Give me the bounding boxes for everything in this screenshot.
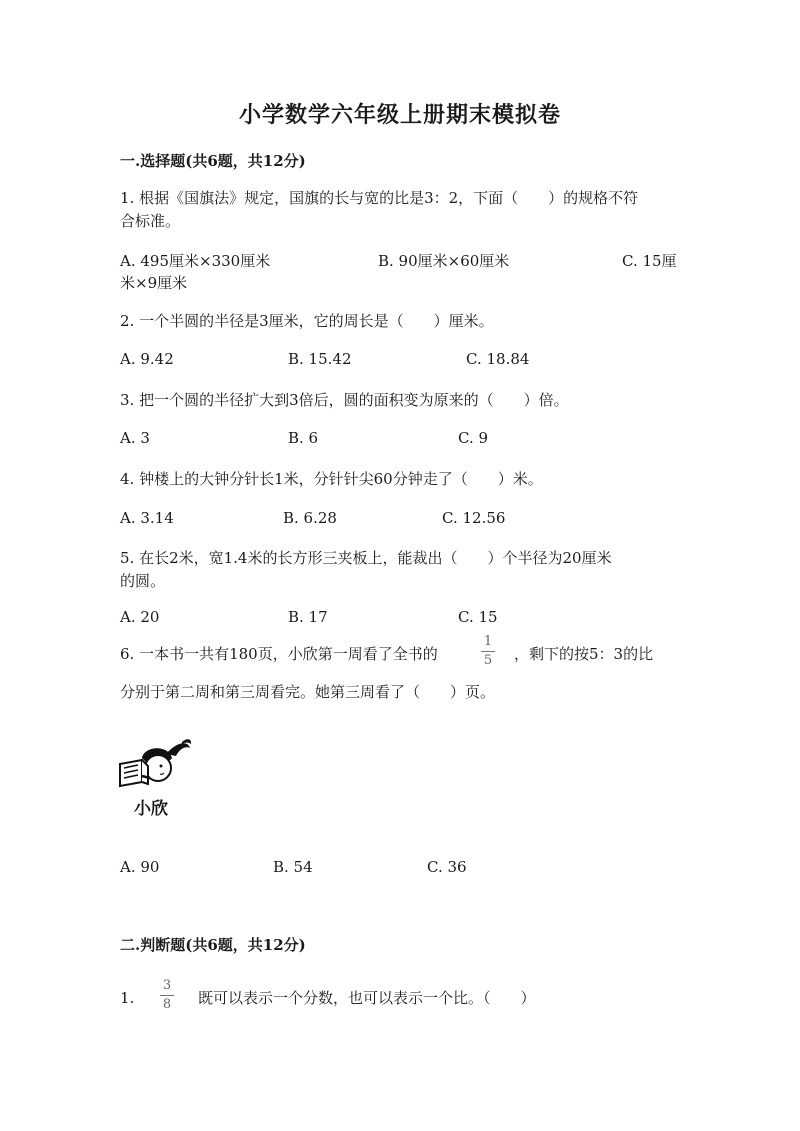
question-5-line1: 5. 在长2米，宽1.4米的长方形三夹板上，能裁出（ ）个半径为20厘米 xyxy=(120,549,612,567)
question-6-option-a[interactable]: A. 90 xyxy=(120,858,160,876)
question-1-option-a[interactable]: A. 495厘米×330厘米 xyxy=(120,252,271,270)
question-5-option-a[interactable]: A. 20 xyxy=(120,608,160,626)
question-6-line1-start: 6. 一本书一共有180页，小欣第一周看了全书的 xyxy=(120,645,438,663)
section-heading-judge: 二.判断题(共6题，共12分) xyxy=(120,936,306,954)
question-4-line1: 4. 钟楼上的大钟分针长1米，分针针尖60分钟走了（ ）米。 xyxy=(120,470,543,488)
question-1-line2: 合标准。 xyxy=(120,212,181,230)
section-heading-choice: 一.选择题(共6题，共12分) xyxy=(120,152,306,170)
fraction-numerator: 1 xyxy=(483,634,493,649)
question-6-option-b[interactable]: B. 54 xyxy=(273,858,313,876)
question-5-option-c[interactable]: C. 15 xyxy=(458,608,498,626)
fraction-bar xyxy=(481,651,495,652)
judge-1-fraction xyxy=(160,978,174,1013)
girl-reading-icon xyxy=(116,736,196,796)
question-6-option-c[interactable]: C. 36 xyxy=(427,858,467,876)
judge-1-text: 既可以表示一个分数，也可以表示一个比。（ ） xyxy=(198,989,536,1007)
question-2-option-a[interactable]: A. 9.42 xyxy=(120,350,174,368)
question-1-option-c[interactable]: C. 15厘 xyxy=(622,252,677,270)
figure-name-label: 小欣 xyxy=(134,799,168,819)
question-6-fraction xyxy=(481,634,495,669)
fraction-bar xyxy=(160,995,174,996)
question-3-line1: 3. 把一个圆的半径扩大到3倍后，圆的面积变为原来的（ ）倍。 xyxy=(120,391,569,409)
question-5-line2: 的圆。 xyxy=(120,572,166,590)
question-3-option-a[interactable]: A. 3 xyxy=(120,429,150,447)
question-2-option-b[interactable]: B. 15.42 xyxy=(288,350,352,368)
question-1-line1: 1. 根据《国旗法》规定，国旗的长与宽的比是3：2，下面（ ）的规格不符 xyxy=(120,189,639,207)
question-6-line2: 分别于第二周和第三周看完。她第三周看了（ ）页。 xyxy=(120,683,496,701)
reading-girl-illustration xyxy=(116,736,196,820)
page-title: 小学数学六年级上册期末模拟卷 xyxy=(238,102,561,128)
question-3-option-c[interactable]: C. 9 xyxy=(458,429,489,447)
judge-1-number: 1. xyxy=(120,989,135,1007)
fraction-numerator: 3 xyxy=(162,978,172,993)
question-2-option-c[interactable]: C. 18.84 xyxy=(466,350,530,368)
question-5-option-b[interactable]: B. 17 xyxy=(288,608,328,626)
question-4-option-a[interactable]: A. 3.14 xyxy=(120,509,174,527)
question-6-line1-end: ，剩下的按5：3的比 xyxy=(514,645,654,663)
question-1-option-c-cont: 米×9厘米 xyxy=(120,274,188,292)
question-3-option-b[interactable]: B. 6 xyxy=(288,429,319,447)
question-1-option-b[interactable]: B. 90厘米×60厘米 xyxy=(378,252,510,270)
question-2-line1: 2. 一个半圆的半径是3厘米，它的周长是（ ）厘米。 xyxy=(120,312,494,330)
fraction-denominator: 8 xyxy=(162,997,172,1012)
question-4-option-b[interactable]: B. 6.28 xyxy=(283,509,337,527)
question-4-option-c[interactable]: C. 12.56 xyxy=(442,509,506,527)
fraction-denominator: 5 xyxy=(483,653,493,668)
